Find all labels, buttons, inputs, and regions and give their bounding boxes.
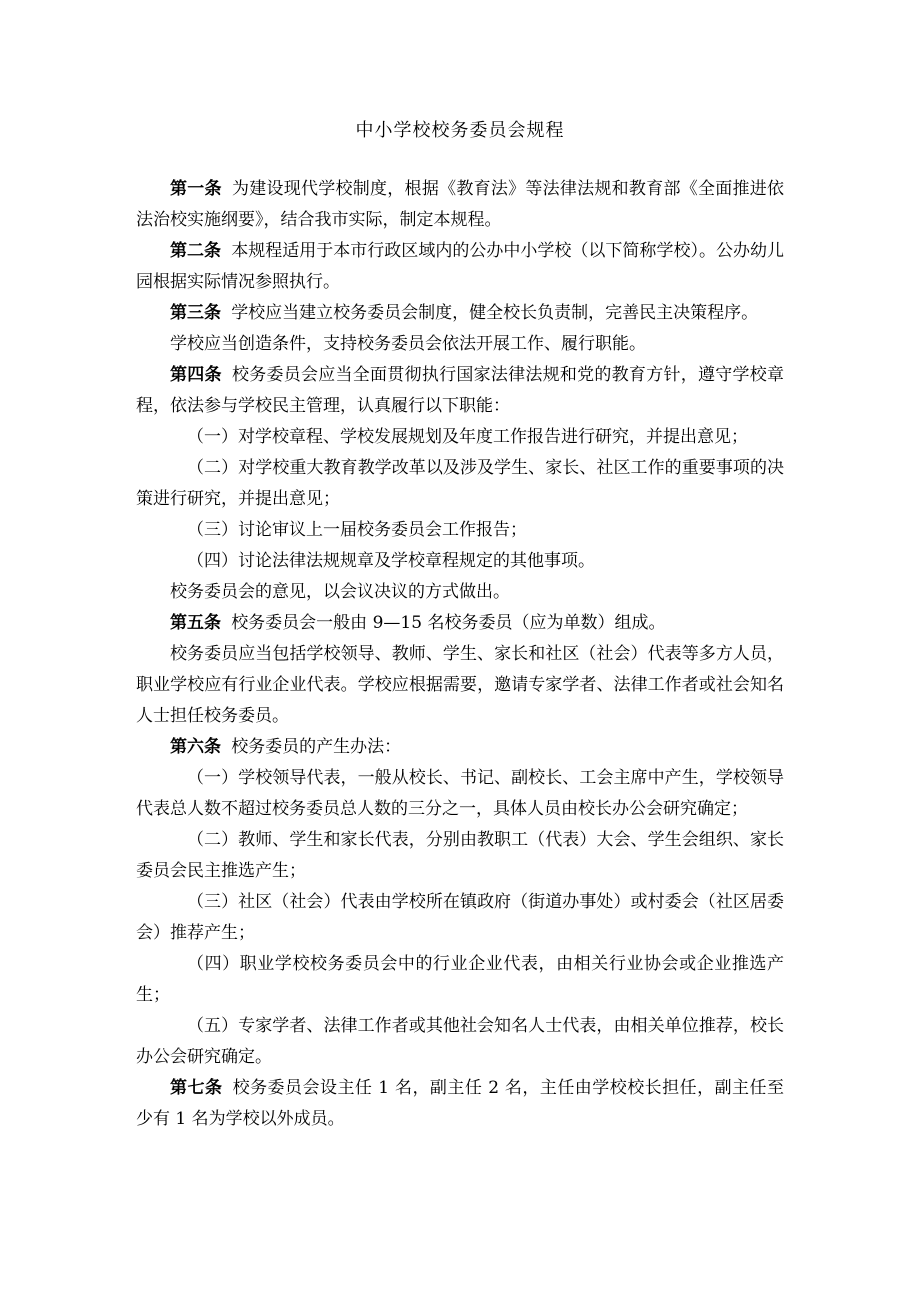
article-subparagraph	[136, 329, 784, 360]
article-text: 为建设现代学校制度，根据《教育法》等法律法规和教育部《全面推进依法治校实施纲要》，结合我市实际，制定本规程。	[136, 179, 785, 230]
article-text: 校务委员的产生办法：	[231, 737, 402, 757]
article-number: 第三条	[170, 303, 221, 323]
article-list-item	[136, 515, 784, 546]
article-list-item	[136, 887, 784, 949]
article-number: 第一条	[170, 179, 222, 199]
article-number: 第六条	[170, 737, 221, 757]
article-text: （五）专家学者、法律工作者或其他社会知名人士代表，由相关单位推荐，校长办公会研究确定。	[136, 1016, 784, 1067]
article-text: 校务委员会设主任 1 名，副主任 2 名，主任由学校校长担任，副主任至少有 1 名为学校以外成员。	[136, 1078, 784, 1129]
article-text: 学校应当建立校务委员会制度，健全校长负责制，完善民主决策程序。	[231, 303, 759, 323]
article-text: （四）讨论法律法规规章及学校章程规定的其他事项。	[187, 551, 595, 571]
article-subparagraph	[136, 577, 784, 608]
article-text: （三）社区（社会）代表由学校所在镇政府（街道办事处）或村委会（社区居委会）推荐产生；	[136, 892, 784, 943]
article-text: 本规程适用于本市行政区域内的公办中小学校（以下简称学校）。公办幼儿园根据实际情况参照执行。	[136, 241, 785, 292]
article-paragraph	[136, 608, 784, 639]
article-list-item	[136, 422, 784, 453]
article-list-item	[136, 1011, 784, 1073]
article-paragraph	[136, 236, 784, 298]
article-text: （一）对学校章程、学校发展规划及年度工作报告进行研究，并提出意见；	[187, 427, 748, 447]
article-number: 第四条	[170, 365, 222, 385]
article-text: （三）讨论审议上一届校务委员会工作报告；	[187, 520, 527, 540]
article-text: 学校应当创造条件，支持校务委员会依法开展工作、履行职能。	[170, 334, 646, 354]
article-text: （一）学校领导代表，一般从校长、书记、副校长、工会主席中产生，学校领导代表总人数不超过校务委员总人数的三分之一，具体人员由校长办公会研究确定；	[136, 768, 784, 819]
article-paragraph	[136, 360, 784, 422]
article-list-item	[136, 546, 784, 577]
article-list-item	[136, 949, 784, 1011]
document-body	[136, 174, 784, 1135]
article-paragraph	[136, 1073, 784, 1135]
article-text: 校务委员会的意见，以会议决议的方式做出。	[170, 582, 510, 602]
article-text: 校务委员会一般由 9—15 名校务委员（应为单数）组成。	[231, 613, 666, 633]
article-list-item	[136, 825, 784, 887]
article-paragraph	[136, 732, 784, 763]
article-text: （四）职业学校校务委员会中的行业企业代表，由相关行业协会或企业推选产生；	[136, 954, 784, 1005]
article-text: 校务委员会应当全面贯彻执行国家法律法规和党的教育方针，遵守学校章程，依法参与学校民主管理，认真履行以下职能：	[136, 365, 785, 416]
article-text: （二）对学校重大教育教学改革以及涉及学生、家长、社区工作的重要事项的决策进行研究，并提出意见；	[136, 458, 784, 509]
article-text: 校务委员应当包括学校领导、教师、学生、家长和社区（社会）代表等多方人员，职业学校应有行业企业代表。学校应根据需要，邀请专家学者、法律工作者或社会知名人士担任校务委员。	[136, 644, 784, 726]
article-text: （二）教师、学生和家长代表，分别由教职工（代表）大会、学生会组织、家长委员会民主推选产生；	[136, 830, 784, 881]
document-title: 中小学校校务委员会规程	[355, 120, 565, 141]
article-number: 第二条	[170, 241, 222, 261]
article-number: 第五条	[170, 613, 221, 633]
article-paragraph	[136, 298, 784, 329]
article-subparagraph	[136, 639, 784, 732]
article-list-item	[136, 453, 784, 515]
article-paragraph	[136, 174, 784, 236]
article-number: 第七条	[170, 1078, 223, 1098]
article-list-item	[136, 763, 784, 825]
